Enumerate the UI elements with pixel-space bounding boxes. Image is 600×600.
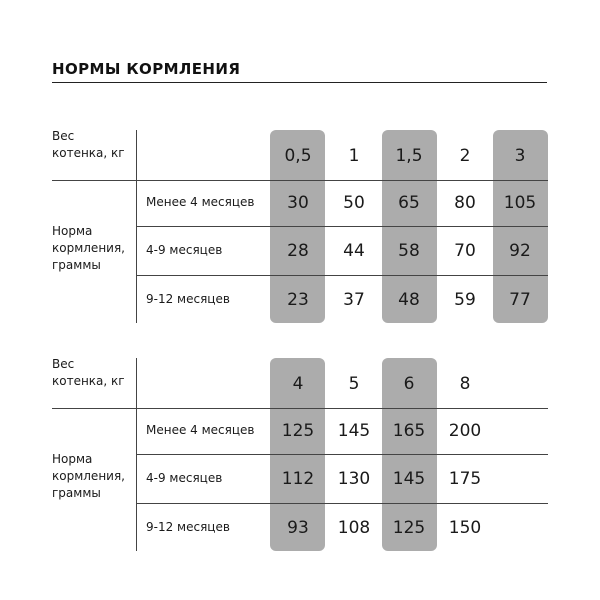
norm-cell: 50 (343, 193, 365, 213)
norm-cell: 145 (392, 469, 426, 489)
weight-label-line: котенка, кг (52, 146, 125, 160)
norm-label-line: кормления, (52, 241, 125, 255)
weight-cell: 2 (459, 146, 471, 166)
row-divider (136, 226, 548, 227)
weight-cell: 3 (514, 146, 526, 166)
age-label: Менее 4 месяцев (146, 195, 255, 209)
norm-cell: 112 (281, 469, 315, 489)
title-divider (52, 82, 547, 83)
norm-cell: 145 (337, 421, 371, 441)
norm-cell: 30 (287, 193, 309, 213)
norm-cell: 65 (398, 193, 420, 213)
norm-cell: 125 (281, 421, 315, 441)
norm-cell: 44 (343, 241, 365, 261)
norm-label-line: Норма (52, 224, 93, 238)
norm-cell: 200 (448, 421, 482, 441)
norm-cell: 48 (398, 290, 420, 310)
weight-label (52, 128, 125, 162)
header-divider (52, 408, 548, 409)
weight-label (52, 356, 125, 390)
weight-label-line: котенка, кг (52, 374, 125, 388)
weight-cell: 5 (348, 374, 360, 394)
norm-cell: 130 (337, 469, 371, 489)
norm-cell: 93 (287, 518, 309, 538)
norm-label-line: граммы (52, 258, 101, 272)
feeding-table-1 (52, 130, 548, 323)
norm-cell: 125 (392, 518, 426, 538)
norm-cell: 70 (454, 241, 476, 261)
norm-cell: 108 (337, 518, 371, 538)
age-label: 4-9 месяцев (146, 243, 223, 257)
feeding-table-2 (52, 358, 548, 551)
weight-cell: 0,5 (284, 146, 312, 166)
age-label: Менее 4 месяцев (146, 423, 255, 437)
weight-cell: 1 (348, 146, 360, 166)
norm-label (52, 223, 125, 274)
weight-label-line: Вес (52, 129, 75, 143)
weight-cell: 6 (403, 374, 415, 394)
weight-cell: 8 (459, 374, 471, 394)
row-divider (136, 503, 548, 504)
norm-cell: 175 (448, 469, 482, 489)
norm-label-line: Норма (52, 452, 93, 466)
norm-cell: 105 (503, 193, 537, 213)
age-label: 4-9 месяцев (146, 471, 223, 485)
weight-label-line: Вес (52, 357, 75, 371)
norm-label (52, 451, 125, 502)
age-label: 9-12 месяцев (146, 520, 230, 534)
norm-cell: 37 (343, 290, 365, 310)
row-divider (136, 275, 548, 276)
norm-cell: 23 (287, 290, 309, 310)
norm-cell: 28 (287, 241, 309, 261)
norm-cell: 92 (509, 241, 531, 261)
norm-label-line: граммы (52, 486, 101, 500)
norm-cell: 80 (454, 193, 476, 213)
norm-cell: 165 (392, 421, 426, 441)
page-title: НОРМЫ КОРМЛЕНИЯ (52, 60, 241, 78)
norm-cell: 77 (509, 290, 531, 310)
norm-label-line: кормления, (52, 469, 125, 483)
norm-cell: 59 (454, 290, 476, 310)
weight-cell: 4 (292, 374, 304, 394)
row-divider (136, 454, 548, 455)
norm-cell: 58 (398, 241, 420, 261)
norm-cell: 150 (448, 518, 482, 538)
age-label: 9-12 месяцев (146, 292, 230, 306)
weight-cell: 1,5 (395, 146, 423, 166)
header-divider (52, 180, 548, 181)
